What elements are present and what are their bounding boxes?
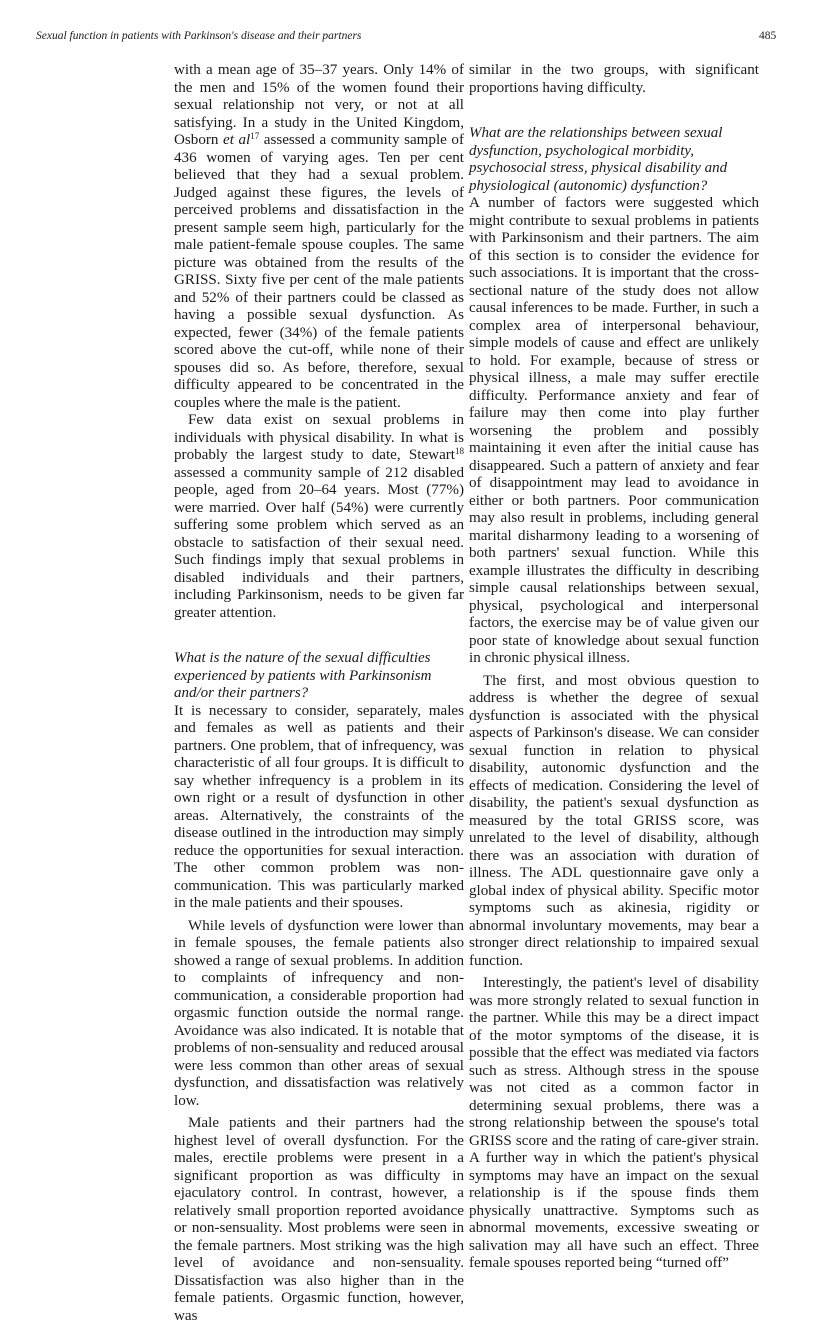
left-column [174, 62, 464, 1325]
section-heading-nature-of-difficulties: What is the nature of the sexual difficulties experienced by patients with Parkinsonism and/or their partners? [174, 650, 432, 701]
paragraph-physical-disability: Few data exist on sexual problems in individuals with physical disability. In what is probably the largest study to date, Stewart$^{18}$ assessed a community sample of 212 disabled people, aged from 20–64 years. Most (77%) were married. Over half (54%) were currently suffering some problem which served as an obstacle to satisfaction of their sexual need. Such findings imply that sexual problems in disabled individuals and their partners, including Parkinsonism, needs to be given far greater attention. [174, 412, 464, 621]
reference-17: 17 [250, 131, 260, 141]
reference-18: 18 [455, 446, 464, 456]
paragraph-contributing-factors: A number of factors were suggested which might contribute to sexual problems in patients with Parkinsonism and their partners. The aim of this section is to consider the evidence for such associations. It is important that the cross-sectional nature of the study does not allow causal inferences to be made. Further, in such a complex area of interpersonal behaviour, simple models of cause and effect are unlikely to hold. For example, because of stress or physical illness, a male may suffer erectile difficulty. Performance anxiety and fear of failure may then come into play further worsening the problem and possibly maintaining it even after the initial cause has disappeared. Such a pattern of anxiety and fear of disappointment may lead to avoidance in either or both partners. Poor communication may also result in problems, including general marital disharmony leading to a worsening of both partners' sexual function. While this example illustrates the difficulty in describing simple causal relationships between sexual, physical, psychological and interpersonal factors, the exercise may be of value given our poor state of knowledge about sexual function in chronic physical illness. [469, 195, 759, 666]
paragraph-physical-aspects: The first, and most obvious question to address is whether the degree of sexual dysfunction is associated with the physical aspects of Parkinson's disease. We can consider sexual function in relation to physical disability, autonomic dysfunction and the effects of medication. Considering the level of disability, the patient's sexual dysfunction as measured by the total GRISS score, was unrelated to the level of disability, although there was an association with duration of illness. The ADL questionnaire gave only a global index of physical ability. Specific motor symptoms such as akinesia, rigidity or abnormal involuntary movements, may bear a stronger direct relationship to impaired sexual function. [469, 672, 759, 969]
paragraph-continuation: similar in the two groups, with significant proportions having difficulty. [469, 62, 759, 96]
section-heading-relationships: What are the relationships between sexual dysfunction, psychological morbidity, psychosocial stress, physical disability and physiological (autonomic) dysfunction? [469, 125, 728, 194]
running-title: Sexual function in patients with Parkinson's disease and their partners [36, 30, 362, 42]
paragraph-partner-disability: Interestingly, the patient's level of disability was more strongly related to sexual function in the partner. While this may be a direct impact of the motor symptoms of the disease, it is possible that the effect was mediated via factors such as stress. Although stress in the spouse was not cited as a common factor in determining sexual problems, there was a strong relationship between the spouse's total GRISS score and the rating of care-giver strain. A further way in which the patient's physical symptoms may have an impact on the sexual relationship is if the spouse finds them physically unattractive. Symptoms such as abnormal movements, excessive sweating or salivation may all have such an effect. Three female spouses reported being “turned off” [469, 975, 759, 1271]
paragraph-male-patients: Male patients and their partners had the highest level of overall dysfunction. For the males, erectile problems were present in a significant proportion as was difficulty in ejaculatory control. In contrast, however, a relatively small proportion reported avoidance or non-sensuality. Most problems were seen in the female partners. Most striking was the high level of avoidance and non-sensuality. Dissatisfaction was also higher than in the female patients. Orgasmic function, however, was [174, 1115, 464, 1324]
paragraph-four-groups: It is necessary to consider, separately, males and females as well as patients and their partners. One problem, that of infrequency, was characteristic of all four groups. It is difficult to say whether infrequency is a problem in its own right or a result of dysfunction in other areas. Alternatively, the constraints of the disease outlined in the introduction may simply reduce the opportunities for sexual interaction. The other common problem was non-communication. This was particularly marked in the male patients and their spouses. [174, 702, 464, 911]
paragraph-female-patients: While levels of dysfunction were lower than in female spouses, the female patients also showed a range of sexual problems. In addition to complaints of infrequency and non-communication, a considerable proportion had orgasmic function outside the normal range. Avoidance was also indicated. It is notable that problems of non-sensuality and reduced arousal were less common than other areas of sexual dysfunction, and dissatisfaction was relatively low. [174, 917, 464, 1109]
page-number: 485 [759, 30, 777, 42]
right-column [469, 62, 759, 1273]
paragraph-community-surveys: with a mean age of 35–37 years. Only 14% of the men and 15% of the women found their sexual relationship not very, or not at all satisfying. In a study in the United Kingdom, Osborn et $al^{17}$ assessed a community sample of 436 women of varying ages. Ten per cent believed that they had a sexual problem. Judged against these figures, the levels of perceived problems and dissatisfaction in the present sample seem high, particularly for the male patient-female spouse couples. The same picture was obtained from the results of the GRISS. Sixty five per cent of the male patients and 52% of their partners could be classed as having a possible sexual dysfunction. As expected, fewer (34%) of the female patients scored above the cut-off, while none of their spouses did so. As before, therefore, sexual difficulty appeared to be concentrated in the couples where the male is the patient. [174, 62, 464, 411]
